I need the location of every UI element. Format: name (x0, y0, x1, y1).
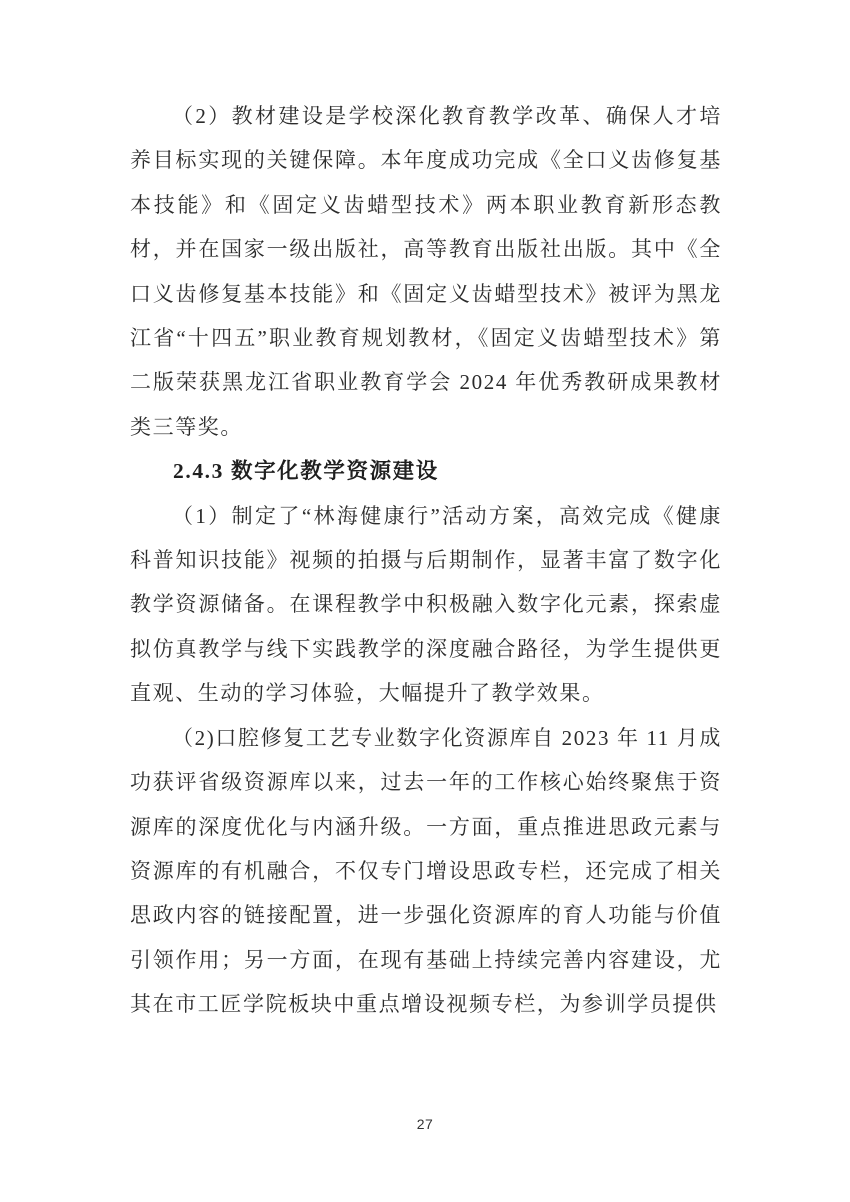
paragraph-textbook-construction: （2）教材建设是学校深化教育教学改革、确保人才培养目标实现的关键保障。本年度成功完成《全口义齿修复基本技能》和《固定义齿蜡型技术》两本职业教育新形态教材，并在国家一级出版社，高等教育出版社出版。其中《全口义齿修复基本技能》和《固定义齿蜡型技术》被评为黑龙江省“十四五”职业教育规划教材，《固定义齿蜡型技术》第二版荣获黑龙江省职业教育学会 2024 年优秀教研成果教材类三等奖。 (130, 104, 722, 439)
page-content (130, 94, 722, 1027)
page-number: 27 (416, 1116, 434, 1132)
paragraph-resource-library-upgrade: （2)口腔修复工艺专业数字化资源库自 2023 年 11 月成功获评省级资源库以来，过去一年的工作核心始终聚焦于资源库的深度优化与内涵升级。一方面，重点推进思政元素与资源库的有机融合，不仅专门增设思政专栏，还完成了相关思政内容的链接配置，进一步强化资源库的育人功能与价值引领作用；另一方面，在现有基础上持续完善内容建设，尤其在市工匠学院板块中重点增设视频专栏，为参训学员提供 (130, 725, 722, 1017)
paragraph-health-video-resources: （1）制定了“林海健康行”活动方案，高效完成《健康科普知识技能》视频的拍摄与后期制作，显著丰富了数字化教学资源储备。在课程教学中积极融入数字化元素，探索虚拟仿真教学与线下实践教学的深度融合路径，为学生提供更直观、生动的学习体验，大幅提升了教学效果。 (130, 503, 722, 706)
section-heading-digital-teaching-resources: 2.4.3 数字化教学资源建设 (173, 459, 439, 484)
